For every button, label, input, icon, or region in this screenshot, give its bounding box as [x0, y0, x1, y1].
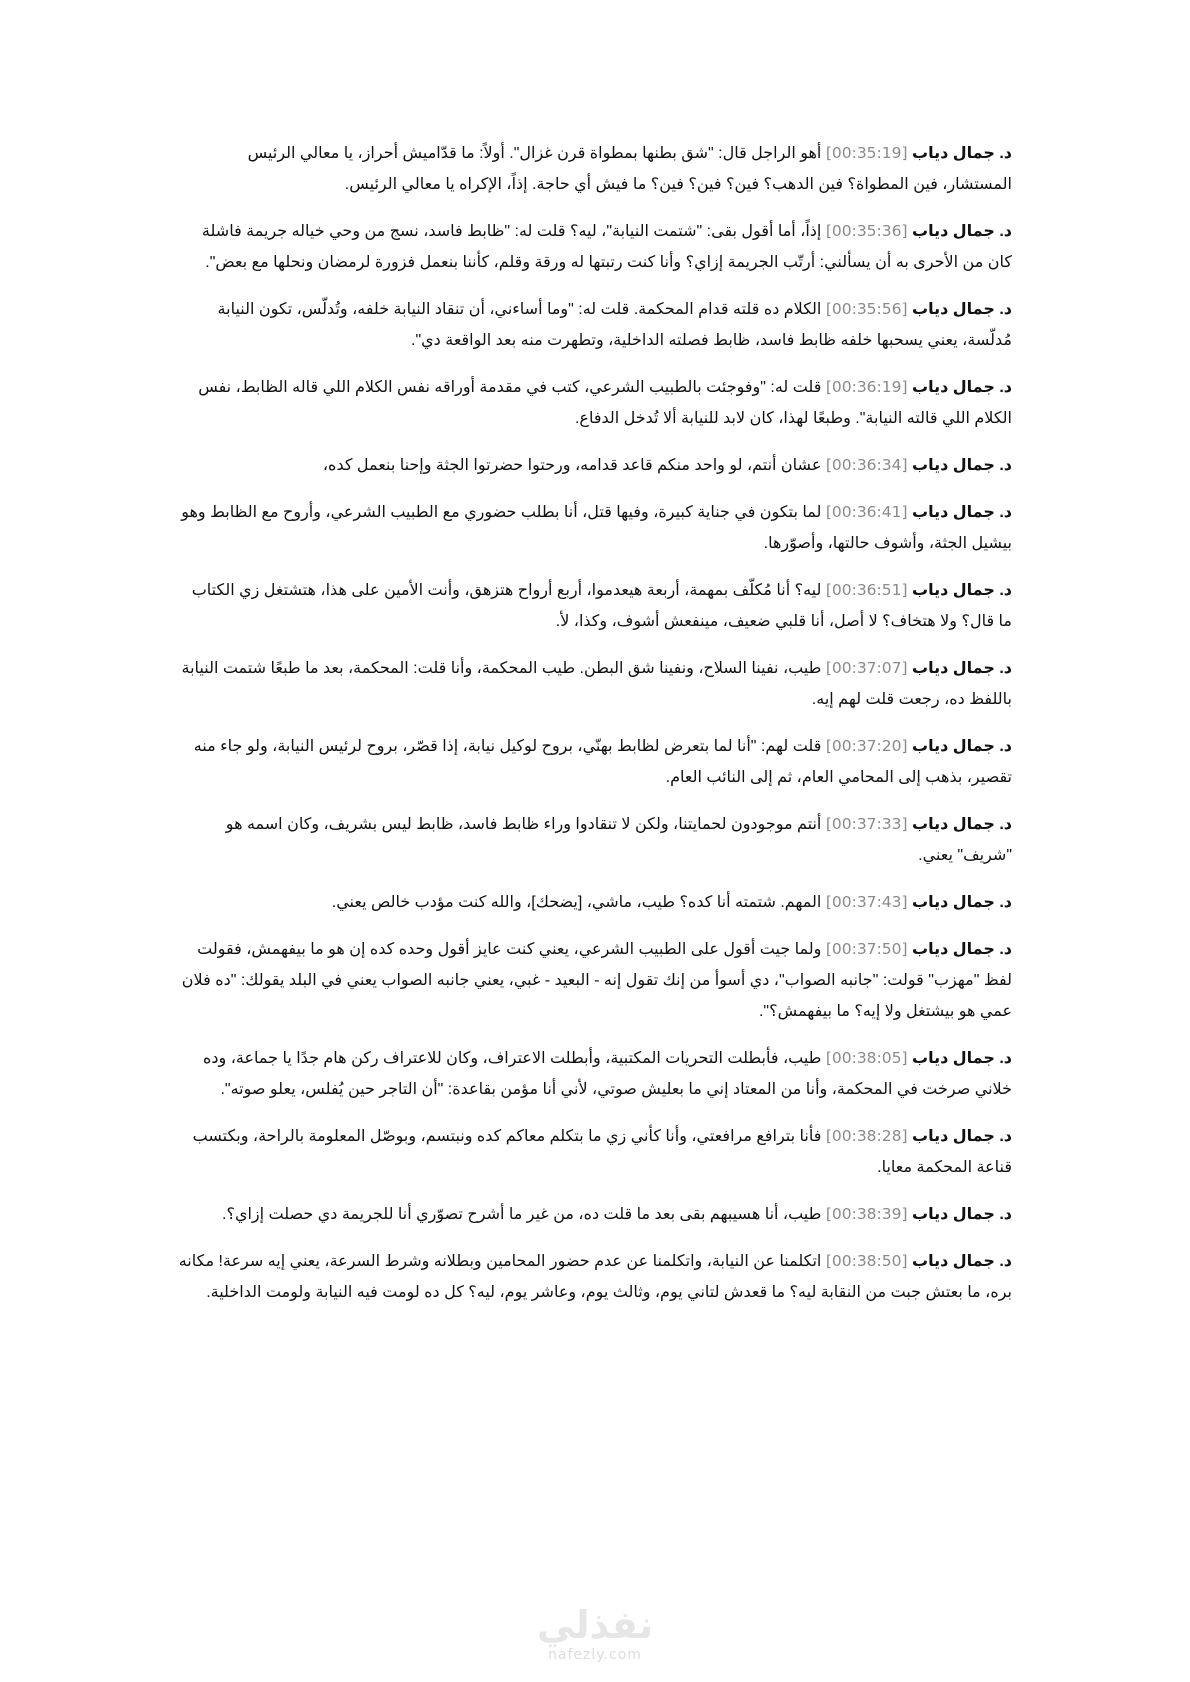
timestamp: [00:35:19]	[825, 144, 908, 162]
transcript-paragraph	[178, 887, 1012, 918]
watermark-domain: nafezly.com	[548, 1647, 642, 1663]
speaker-name: د. جمال دياب	[912, 1050, 1012, 1067]
speaker-name: د. جمال دياب	[912, 582, 1012, 599]
speaker-name: د. جمال دياب	[912, 504, 1012, 521]
speaker-name: د. جمال دياب	[912, 301, 1012, 318]
paragraph-text: فأنا بترافع مرافعتي، وأنا كأني زي ما بتكلم معاكم كده ونبتسم، وبوصّل المعلومة بالراحة، وبكتسب قناعة المحكمة معايا.	[192, 1128, 1012, 1176]
timestamp: [00:35:56]	[825, 300, 908, 318]
paragraph-text: طيب، نفينا السلاح، ونفينا شق البطن. طيب المحكمة، وأنا قلت: المحكمة، بعد ما طبعًا شتمت النيابة باللفظ ده، رجعت قلت لهم إيه.	[181, 660, 1012, 708]
transcript-paragraph	[178, 450, 1012, 481]
timestamp: [00:37:33]	[825, 815, 908, 833]
speaker-name: د. جمال دياب	[912, 1253, 1012, 1270]
transcript-paragraph	[178, 809, 1012, 871]
transcript-paragraph	[178, 731, 1012, 793]
speaker-name: د. جمال دياب	[912, 145, 1012, 162]
paragraph-text: الكلام ده قلته قدام المحكمة. قلت له: "وما أساءني، أن تنقاد النيابة خلفه، وتُدلّس، تكون النيابة مُدلّسة، يعني يسحبها خلفه ظابط فاسد، ظابط فصلته الداخلية، وتطهرت منه بعد الواقعة دي".	[217, 301, 1012, 349]
timestamp: [00:38:50]	[825, 1252, 908, 1270]
transcript-paragraph	[178, 653, 1012, 715]
transcript-paragraph	[178, 1043, 1012, 1105]
timestamp: [00:36:19]	[825, 378, 908, 396]
paragraph-text: عشان أنتم، لو واحد منكم قاعد قدامه، ورحتوا حضرتوا الجثة وإحنا بنعمل كده،	[322, 457, 822, 474]
speaker-name: د. جمال دياب	[912, 379, 1012, 396]
paragraph-text: أهو الراجل قال: "شق بطنها بمطواة قرن غزال". أولاً: ما قدّاميش أحراز، يا معالي الرئيس المستشار، فين المطواة؟ فين الدهب؟ فين؟ فين؟ فين؟ ما فيش أي حاجة. إذاً، الإكراه يا معالي الرئيس.	[247, 145, 1012, 193]
paragraph-text: أنتم موجودون لحمايتنا، ولكن لا تنقادوا وراء ظابط فاسد، ظابط ليس بشريف، وكان اسمه هو "شريف" يعني.	[225, 816, 1012, 864]
transcript-paragraph	[178, 372, 1012, 434]
paragraph-text: ليه؟ أنا مُكلّف بمهمة، أربعة هيعدموا، أربع أرواح هتزهق، وأنت الأمين على هذا، هتشتغل زي الكتاب ما قال؟ ولا هتخاف؟ لا أصل، أنا قلبي ضعيف، مينفعش أشوف، وكذا، لأ.	[191, 582, 1012, 630]
watermark-logo-text: نفذلي	[536, 1603, 654, 1647]
transcript-paragraph	[178, 294, 1012, 356]
transcript-page	[178, 138, 1012, 1324]
timestamp: [00:36:51]	[825, 581, 908, 599]
paragraph-text: قلت له: "وفوجئت بالطبيب الشرعي، كتب في مقدمة أوراقه نفس الكلام اللي قاله الظابط، نفس الكلام اللي قالته النيابة". وطبعًا لهذا، كان لابد للنيابة ألا تُدخل الدفاع.	[198, 379, 1012, 427]
timestamp: [00:38:39]	[825, 1205, 908, 1223]
timestamp: [00:37:43]	[825, 893, 908, 911]
paragraph-text: طيب، فأبطلت التحريات المكتبية، وأبطلت الاعتراف، وكان للاعتراف ركن هام جدًا يا جماعة، وده خلاني صرخت في المحكمة، وأنا من المعتاد إني ما بعليش صوتي، لأني أنا مؤمن بقاعدة: "أن التاجر حين يُفلس، يعلو صوته".	[203, 1050, 1012, 1098]
speaker-name: د. جمال دياب	[912, 1128, 1012, 1145]
timestamp: [00:36:34]	[825, 456, 908, 474]
timestamp: [00:38:28]	[825, 1127, 908, 1145]
paragraph-text: طيب، أنا هسيبهم بقى بعد ما قلت ده، من غير ما أشرح تصوّري أنا للجريمة دي حصلت إزاي؟.	[222, 1206, 822, 1223]
timestamp: [00:35:36]	[825, 222, 908, 240]
nafezly-watermark	[526, 1604, 664, 1664]
timestamp: [00:38:05]	[825, 1049, 908, 1067]
speaker-name: د. جمال دياب	[912, 894, 1012, 911]
paragraph-text: المهم. شتمته أنا كده؟ طيب، ماشي، [يضحك]، والله كنت مؤدب خالص يعني.	[331, 894, 822, 911]
speaker-name: د. جمال دياب	[912, 223, 1012, 240]
timestamp: [00:37:20]	[825, 737, 908, 755]
paragraph-text: اتكلمنا عن النيابة، واتكلمنا عن عدم حضور المحامين وبطلانه وشرط السرعة، يعني إيه سرعة! مكانه بره، ما بعتش جبت من النقابة ليه؟ ما قعدش لتاني يوم، وثالث يوم، وعاشر يوم، ليه؟ كل ده لومت فيه النيابة ولومت الداخلية.	[178, 1253, 1012, 1301]
speaker-name: د. جمال دياب	[912, 457, 1012, 474]
speaker-name: د. جمال دياب	[912, 738, 1012, 755]
paragraph-text: قلت لهم: "أنا لما بتعرض لظابط بهنّي، بروح لوكيل نيابة، إذا قصّر، بروح لرئيس النيابة، ولو جاء منه تقصير، بذهب إلى المحامي العام، ثم إلى النائب العام.	[193, 738, 1012, 786]
paragraph-text: ولما جيت أقول على الطبيب الشرعي، يعني كنت عايز أقول وحده كده إن هو ما بيفهمش، فقولت لفظ "مهزب" قولت: "جانبه الصواب"، دي أسوأ من إنك تقول إنه - البعيد - غبي، يعني جانبه الصواب يعني في البلد يقولك: "ده فلان عمي هو بيشتغل ولا إيه؟ ما بيفهمش؟".	[181, 941, 1012, 1020]
timestamp: [00:36:41]	[825, 503, 908, 521]
transcript-paragraph	[178, 497, 1012, 559]
transcript-paragraph	[178, 138, 1012, 200]
speaker-name: د. جمال دياب	[912, 1206, 1012, 1223]
speaker-name: د. جمال دياب	[912, 816, 1012, 833]
transcript-paragraph	[178, 934, 1012, 1027]
paragraph-text: إذاً، أما أقول بقى: "شتمت النيابة"، ليه؟ قلت له: "ظابط فاسد، نسج من وحي خياله جريمة فاشلة كان من الأحرى به أن يسألني: أرتّب الجريمة إزاي؟ وأنا كنت رتبتها له ورقة وقلم، كأننا بنعمل فزورة لرمضان ونحلها مع بعض".	[201, 223, 1012, 271]
transcript-paragraph	[178, 1199, 1012, 1230]
timestamp: [00:37:07]	[825, 659, 908, 677]
transcript-paragraph	[178, 575, 1012, 637]
speaker-name: د. جمال دياب	[912, 660, 1012, 677]
transcript-paragraph	[178, 1246, 1012, 1308]
transcript-paragraph	[178, 216, 1012, 278]
paragraph-text: لما بتكون في جناية كبيرة، وفيها قتل، أنا بطلب حضوري مع الطبيب الشرعي، وأروح مع الظابط وهو بيشيل الجثة، وأشوف حالتها، وأصوّرها.	[181, 504, 1012, 552]
transcript-paragraph	[178, 1121, 1012, 1183]
speaker-name: د. جمال دياب	[912, 941, 1012, 958]
timestamp: [00:37:50]	[825, 940, 908, 958]
